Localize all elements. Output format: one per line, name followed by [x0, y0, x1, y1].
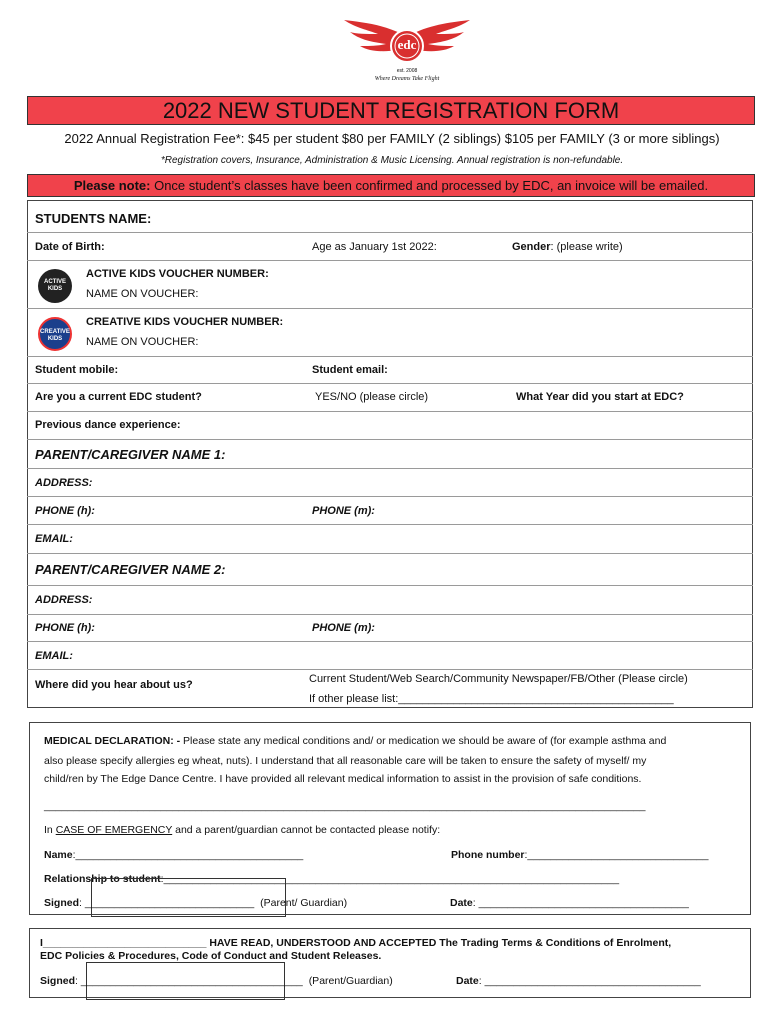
logo-tagline: Where Dreams Take Flight [374, 76, 440, 82]
divider [27, 496, 753, 497]
hear-about-options: Current Student/Web Search/Community Newspaper/FB/Other (Please circle) [309, 673, 688, 685]
divider [27, 308, 753, 309]
age-label: Age as January 1st 2022: [312, 241, 437, 253]
parent1-email-label: EMAIL: [35, 533, 73, 545]
divider [27, 585, 753, 586]
medical-line3: child/ren by The Edge Dance Centre. I have provided all relevant medical information to assist in the provision of safe conditions. [44, 773, 642, 785]
divider [27, 411, 753, 412]
gender-field [512, 241, 623, 253]
divider [27, 524, 753, 525]
parent2-phone-home-label: PHONE (h): [35, 622, 95, 634]
agreement-line1: I____________________________ HAVE READ, UNDERSTOOD AND ACCEPTED The Trading Terms & Conditions of Enrolment, [40, 937, 672, 949]
logo-brand: edc [397, 37, 417, 52]
divider [27, 439, 753, 440]
active-kids-voucher-label: ACTIVE KIDS VOUCHER NUMBER: [86, 268, 269, 280]
medical-line1: MEDICAL DECLARATION: - Please state any medical conditions and/ or medication we should be aware of (for example asthma and [44, 735, 667, 747]
hear-about-label: Where did you hear about us? [35, 679, 193, 691]
parent1-phone-home-label: PHONE (h): [35, 505, 95, 517]
medical-signed-field[interactable]: Signed: _____________________________ (Parent/ Guardian) [44, 897, 348, 909]
current-student-label: Are you a current EDC student? [35, 391, 202, 403]
medical-date-field[interactable]: Date: ____________________________________ [450, 897, 689, 909]
parent1-phone-mobile-label: PHONE (m): [312, 505, 375, 517]
student-mobile-label: Student mobile: [35, 364, 119, 376]
logo-established: est. 2008 [396, 68, 418, 74]
gender-hint: : (please write) [550, 241, 623, 253]
hear-about-other: If other please list:_____________________________________________ [309, 693, 674, 705]
emergency-name-field[interactable]: Name:_______________________________________ [44, 849, 304, 861]
start-year-label: What Year did you start at EDC? [516, 391, 684, 403]
current-student-options: YES/NO (please circle) [315, 391, 429, 403]
gender-label: Gender [512, 241, 551, 253]
registration-note: *Registration covers, Insurance, Administration & Music Licensing. Annual registration is non-refundable. [160, 155, 624, 166]
creative-kids-voucher-label: CREATIVE KIDS VOUCHER NUMBER: [86, 316, 284, 328]
creative-kids-badge: CREATIVE KIDS [38, 317, 72, 351]
edc-logo [342, 16, 472, 88]
relationship-field[interactable]: Relationship to student:______________________________________________________________________________ [44, 873, 620, 885]
parent1-title: PARENT/CAREGIVER NAME 1: [35, 447, 226, 462]
agreement-signed-field[interactable]: Signed: ______________________________________ (Parent/Guardian) [40, 975, 393, 987]
parent2-email-label: EMAIL: [35, 650, 73, 662]
emergency-emphasis: CASE OF EMERGENCY [55, 824, 173, 836]
divider [27, 232, 753, 233]
medical-blank-line: _______________________________________________________________________________________________________ [44, 800, 646, 812]
divider [27, 468, 753, 469]
divider [27, 614, 753, 615]
divider [27, 356, 753, 357]
divider [27, 383, 753, 384]
parent2-title: PARENT/CAREGIVER NAME 2: [35, 562, 226, 577]
emergency-phone-field[interactable]: Phone number:_______________________________ [451, 849, 709, 861]
emergency-instruction: In CASE OF EMERGENCY and a parent/guardian cannot be contacted please notify: [44, 824, 441, 836]
dob-label: Date of Birth: [35, 241, 105, 253]
active-kids-badge: ACTIVE KIDS [38, 269, 72, 303]
form-title: 2022 NEW STUDENT REGISTRATION FORM [27, 96, 755, 125]
dance-experience-label: Previous dance experience: [35, 419, 181, 431]
creative-kids-name-label: NAME ON VOUCHER: [86, 336, 199, 348]
divider [27, 641, 753, 642]
students-name-label: STUDENTS NAME: [35, 211, 152, 226]
medical-label: MEDICAL DECLARATION: - [44, 735, 181, 747]
agreement-line2: EDC Policies & Procedures, Code of Conduct and Student Releases. [40, 950, 382, 962]
parent2-phone-mobile-label: PHONE (m): [312, 622, 375, 634]
parent2-address-label: ADDRESS: [35, 594, 93, 606]
parent1-address-label: ADDRESS: [35, 477, 93, 489]
agreement-date-field[interactable]: Date: _____________________________________ [456, 975, 701, 987]
registration-fees: 2022 Annual Registration Fee*: $45 per student $80 per FAMILY (2 siblings) $105 per FAMILY (3 or more siblings) [64, 131, 720, 146]
active-kids-name-label: NAME ON VOUCHER: [86, 288, 199, 300]
please-note-banner [27, 174, 755, 197]
please-note-label: Please note: [73, 178, 151, 193]
please-note-text: Once student’s classes have been confirmed and processed by EDC, an invoice will be emailed. [154, 178, 709, 193]
divider [27, 260, 753, 261]
divider [27, 553, 753, 554]
student-email-label: Student email: [312, 364, 388, 376]
divider [27, 669, 753, 670]
medical-line2: also please specify allergies eg wheat, nuts). I understand that all reasonable care will be taken to ensure the safety of myself/ my [44, 755, 647, 767]
